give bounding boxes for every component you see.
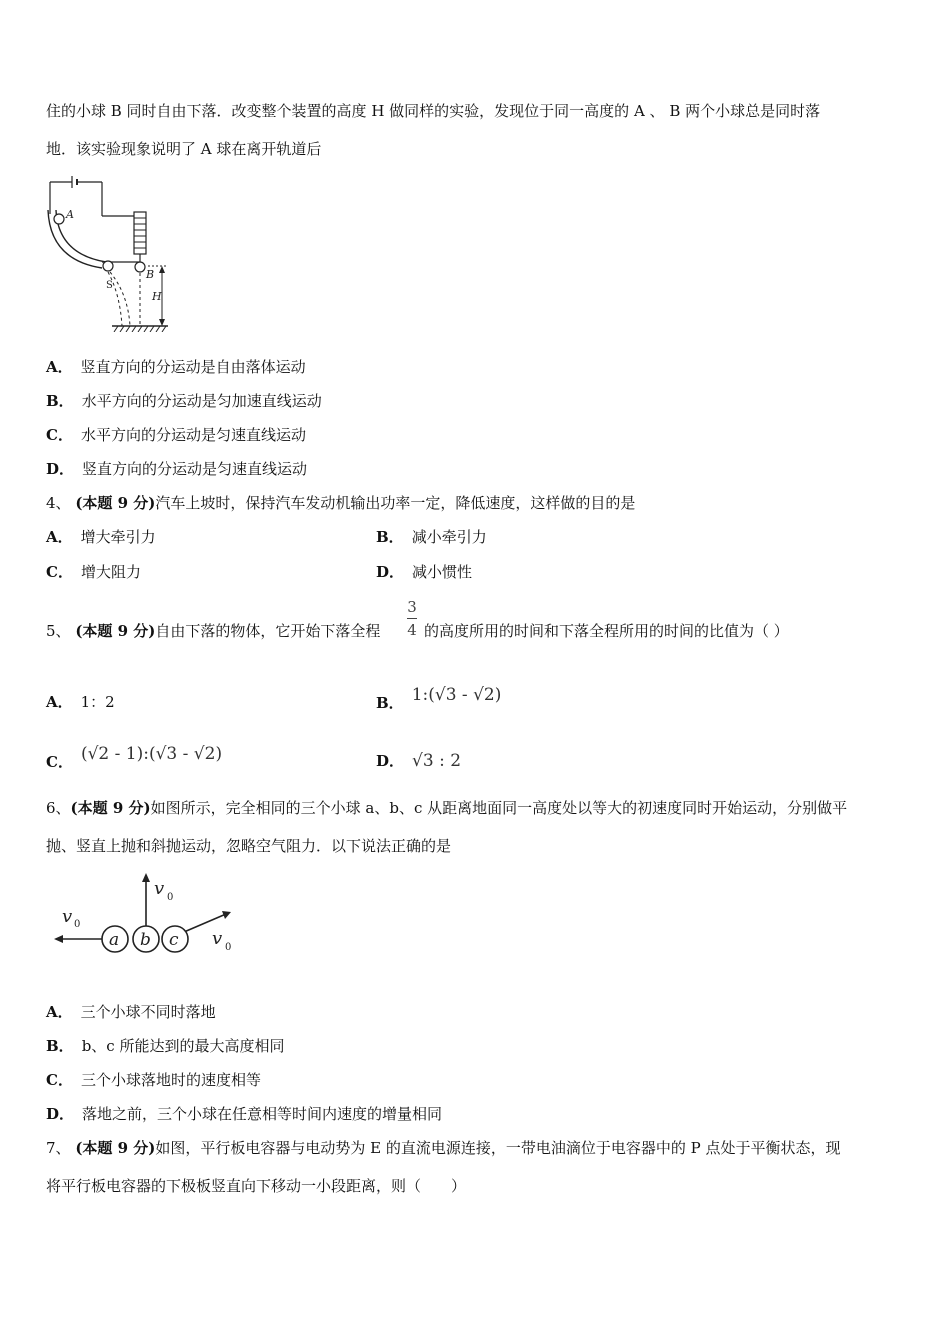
- q5-option-d[interactable]: D． √3 : 2: [376, 751, 462, 771]
- q6-label-c: c: [169, 930, 179, 950]
- q6-label-b: b: [140, 930, 151, 950]
- q6-balls-figure: [50, 870, 240, 962]
- q6-label-v-oblique: v: [212, 928, 223, 949]
- q6-option-c[interactable]: C． 三个小球落地时的速度相等: [46, 1071, 261, 1089]
- q3-option-a[interactable]: A． 竖直方向的分运动是自由落体运动: [46, 358, 306, 376]
- q3-option-d[interactable]: D． 竖直方向的分运动是匀速直线运动: [46, 460, 308, 478]
- q5-option-c[interactable]: C． (√2 - 1):(√3 - √2): [46, 744, 223, 771]
- q5-option-a[interactable]: A． 1：2: [46, 693, 115, 711]
- q6-option-a[interactable]: A． 三个小球不同时落地: [46, 1003, 216, 1021]
- q7-stem-line1: 7、 (本题 9 分)如图，平行板电容器与电动势为 E 的直流电源连接，一带电油滴位于电容器中的 P 点处于平衡状态，现: [46, 1139, 841, 1157]
- q3-label-h: H: [152, 290, 162, 303]
- q3-intro-line1: 住的小球 B 同时自由下落．改变整个装置的高度 H 做同样的实验，发现位于同一高度的 A 、 B 两个小球总是同时落: [46, 102, 821, 120]
- q6-stem-line1: 6、(本题 9 分)如图所示，完全相同的三个小球 a、b、c 从距离地面同一高度处以等大的初速度同时开始运动，分别做平: [46, 799, 848, 817]
- q6-stem-line2: 抛、竖直上抛和斜抛运动，忽略空气阻力．以下说法正确的是: [46, 837, 452, 855]
- q5-stem-before: 5、 (本题 9 分)自由下落的物体，它开始下落全程: [46, 622, 381, 640]
- q3-label-b: B: [146, 268, 155, 281]
- q7-stem-line2: 将平行板电容器的下极板竖直向下移动一小段距离，则（ ）: [46, 1177, 467, 1195]
- q5-option-b[interactable]: B． 1:(√3 - √2): [376, 685, 502, 712]
- q6-label-v-left-sub: 0: [74, 919, 81, 930]
- q6-label-v-left: v: [62, 906, 73, 927]
- q6-label-a: a: [109, 930, 120, 950]
- q3-label-a: A: [66, 208, 74, 221]
- q4-option-c[interactable]: C． 增大阻力: [46, 563, 141, 581]
- q3-label-s: S: [106, 280, 113, 291]
- q6-option-d[interactable]: D． 落地之前，三个小球在任意相等时间内速度的增量相同: [46, 1105, 443, 1123]
- q6-label-v-oblique-sub: 0: [225, 942, 232, 953]
- q3-apparatus-figure: [44, 174, 176, 332]
- q4-option-b[interactable]: B． 减小牵引力: [376, 528, 487, 546]
- q5-stem-after: 的高度所用的时间和下落全程所用的时间的比值为（ ）: [424, 622, 789, 640]
- q4-option-a[interactable]: A． 增大牵引力: [46, 528, 156, 546]
- q3-intro-line2: 地．该实验现象说明了 A 球在离开轨道后: [46, 140, 322, 158]
- q6-option-b[interactable]: B． b、c 所能达到的最大高度相同: [46, 1037, 285, 1055]
- q5-fraction: 3 4: [407, 598, 417, 639]
- q3-option-c[interactable]: C． 水平方向的分运动是匀速直线运动: [46, 426, 306, 444]
- q3-option-b[interactable]: B． 水平方向的分运动是匀加速直线运动: [46, 392, 322, 410]
- q6-label-v-up: v: [154, 878, 165, 899]
- q4-stem: 4、 (本题 9 分)汽车上坡时，保持汽车发动机输出功率一定，降低速度，这样做的目的是: [46, 494, 636, 512]
- q6-label-v-up-sub: 0: [167, 892, 174, 903]
- q4-option-d[interactable]: D． 减小惯性: [376, 563, 473, 581]
